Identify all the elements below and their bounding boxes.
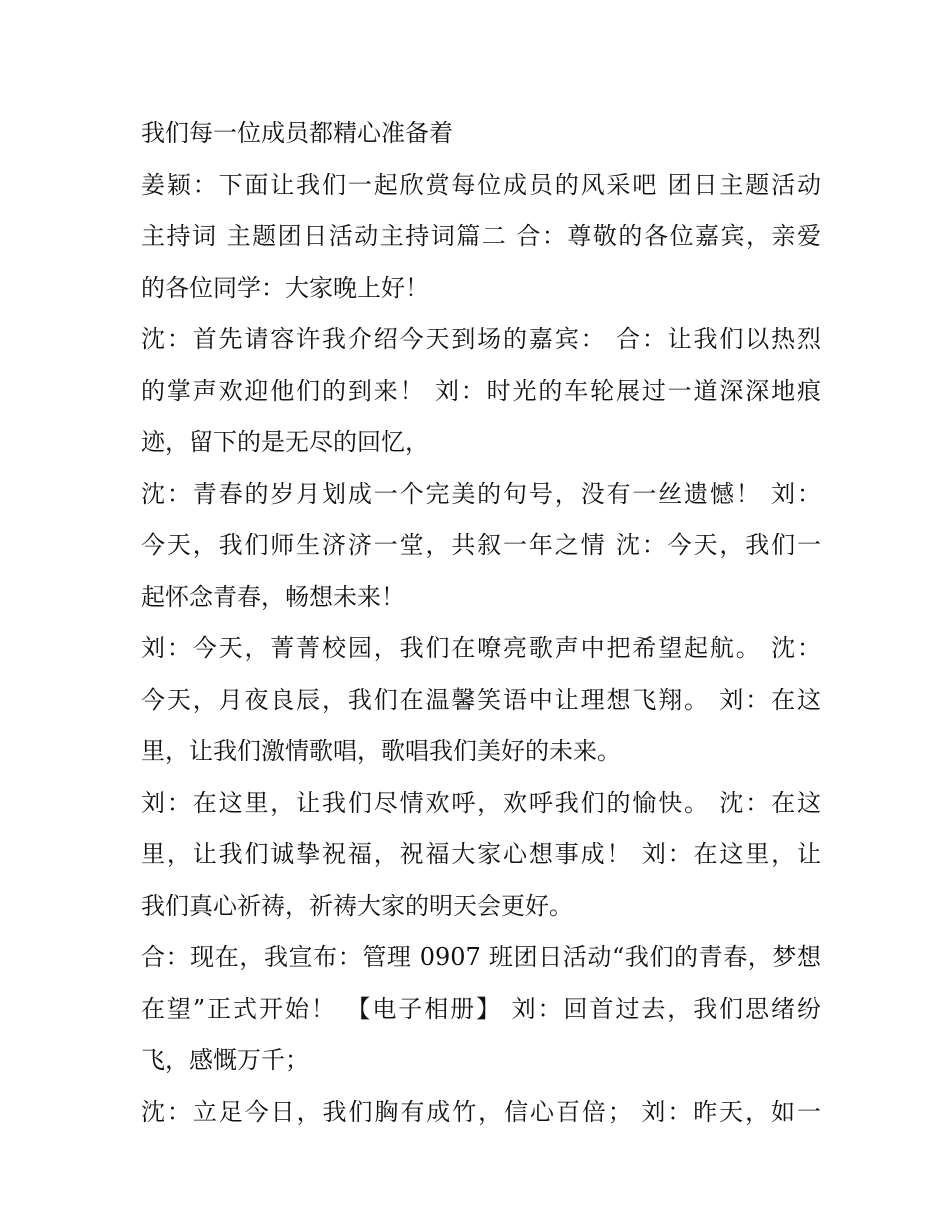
text-line: 飞，感慨万千； <box>141 1046 309 1074</box>
text-line: 主持词 主题团日活动主持词篇二 合：尊敬的各位嘉宾，亲爱 <box>141 222 821 250</box>
text-line: 的各位同学：大家晚上好！ <box>141 273 429 302</box>
text-line: 刘：在这里，让我们尽情欢呼，欢呼我们的愉快。 沈：在这 <box>141 788 821 817</box>
text-line: 在望”正式开始！ 【电子相册】 刘：回首过去，我们思绪纷 <box>141 994 821 1023</box>
text-line: 姜颖：下面让我们一起欣赏每位成员的风采吧 团日主题活动 <box>141 170 821 199</box>
text-line: 沈：青春的岁月划成一个完美的句号，没有一丝遗憾！ 刘： <box>141 479 821 508</box>
text-line: 刘：今天，菁菁校园，我们在嘹亮歌声中把希望起航。 沈： <box>141 634 821 662</box>
text-line: 沈：首先请容许我介绍今天到场的嘉宾： 合：让我们以热烈 <box>141 325 821 353</box>
text-line: 沈：立足今日，我们胸有成竹，信心百倍； 刘：昨天，如一 <box>141 1097 821 1126</box>
text-line: 起怀念青春，畅想未来！ <box>141 582 405 611</box>
text-line: 的掌声欢迎他们的到来！ 刘：时光的车轮展过一道深深地痕 <box>141 376 821 405</box>
text-line: 里，让我们激情歌唱，歌唱我们美好的未来。 <box>141 737 621 765</box>
text-line: 里，让我们诚挚祝福，祝福大家心想事成！ 刘：在这里，让 <box>141 840 821 868</box>
document-body <box>141 108 821 1138</box>
text-line: 合：现在，我宣布：管理 0907 班团日活动“我们的青春，梦想 <box>141 943 821 971</box>
text-line: 我们真心祈祷，祈祷大家的明天会更好。 <box>141 891 573 920</box>
text-line: 迹，留下的是无尽的回忆， <box>141 428 429 456</box>
text-line: 今天，月夜良辰，我们在温馨笑语中让理想飞翔。 刘：在这 <box>141 685 821 714</box>
text-line: 今天，我们师生济济一堂，共叙一年之情 沈：今天，我们一 <box>141 531 821 559</box>
text-line: 我们每一位成员都精心准备着 <box>141 119 453 147</box>
